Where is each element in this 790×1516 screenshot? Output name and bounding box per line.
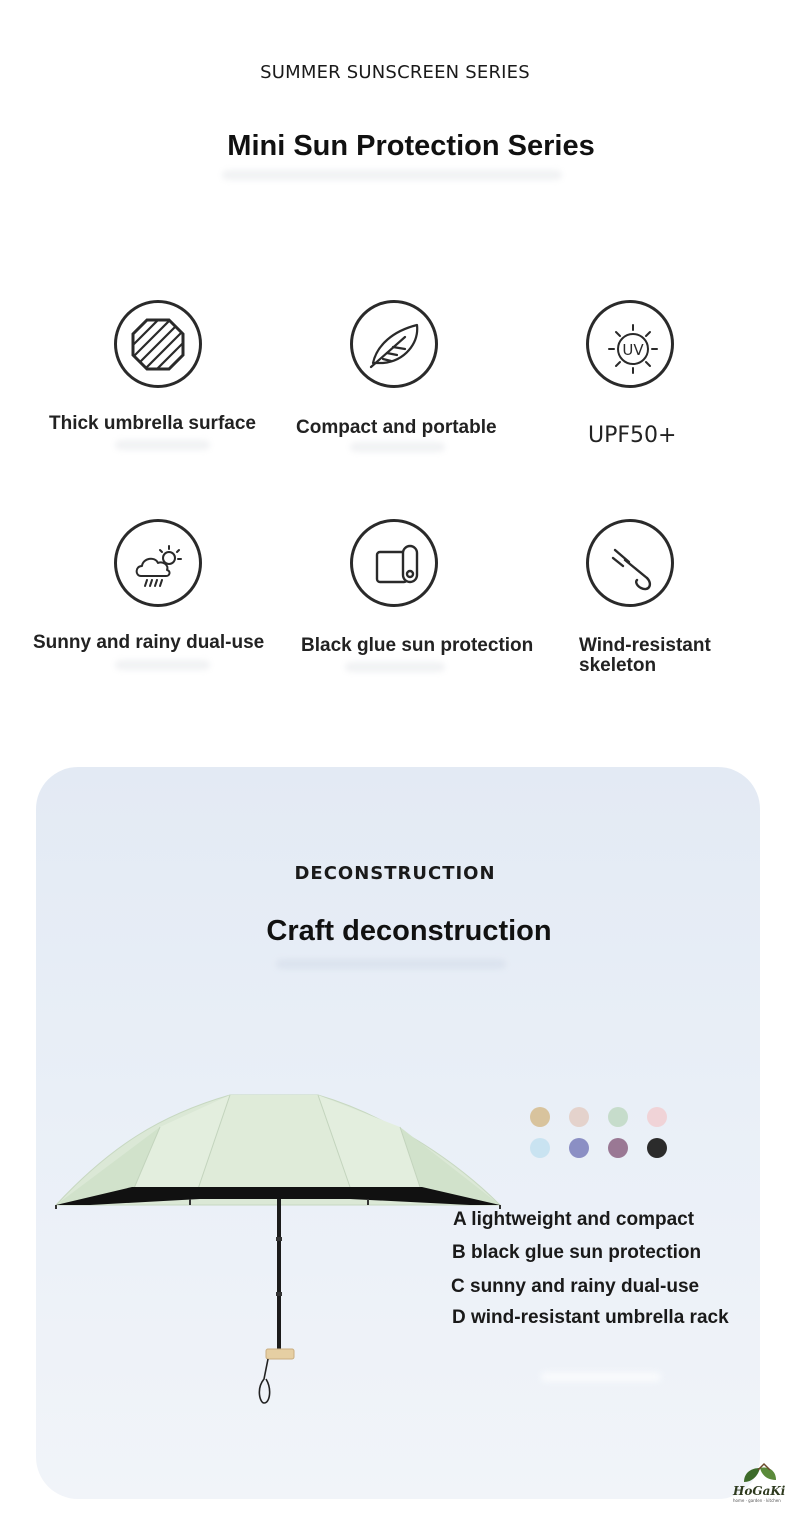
sun-cloud-rain-icon <box>114 519 202 607</box>
ghost-text-decoration <box>222 170 562 180</box>
color-swatch[interactable] <box>647 1138 667 1158</box>
color-swatch[interactable] <box>608 1107 628 1127</box>
deconstruction-title: Craft deconstruction <box>266 915 552 947</box>
color-swatch[interactable] <box>569 1138 589 1158</box>
ghost-text-decoration <box>115 660 210 670</box>
ghost-text-decoration <box>276 959 506 969</box>
feature-label: Compact and portable <box>296 417 497 438</box>
striped-octagon-icon <box>114 300 202 388</box>
ghost-text-decoration <box>541 1372 661 1382</box>
ghost-text-decoration <box>345 662 445 672</box>
svg-text:UV: UV <box>622 341 644 359</box>
color-swatch[interactable] <box>608 1138 628 1158</box>
feature-label: Thick umbrella surface <box>49 413 256 434</box>
fabric-roll-icon <box>350 519 438 607</box>
color-swatch[interactable] <box>530 1138 550 1158</box>
page-title: Mini Sun Protection Series <box>227 130 595 162</box>
color-swatch[interactable] <box>569 1107 589 1127</box>
color-swatch[interactable] <box>530 1107 550 1127</box>
deconstruction-point: B black glue sun protection <box>452 1242 702 1263</box>
feature-label: UPF50+ <box>588 423 677 448</box>
leaf-house-icon <box>740 1462 780 1486</box>
uv-sun-icon <box>586 300 674 388</box>
umbrella-illustration <box>50 1087 510 1417</box>
feature-label: Wind-resistant skeleton <box>579 635 711 676</box>
ghost-text-decoration <box>350 442 445 452</box>
deconstruction-panel <box>36 767 760 1499</box>
series-eyebrow: SUMMER SUNSCREEN SERIES <box>260 62 530 83</box>
brand-name: HoGaKi <box>733 1484 786 1498</box>
deconstruction-point: D wind-resistant umbrella rack <box>452 1307 729 1328</box>
brand-tagline: home · garden · kitchen <box>733 1498 781 1503</box>
ghost-text-decoration <box>115 440 210 450</box>
brand-logo <box>730 1462 790 1508</box>
deconstruction-point: A lightweight and compact <box>453 1209 695 1230</box>
feature-label: Black glue sun protection <box>301 635 534 656</box>
color-swatch[interactable] <box>647 1107 667 1127</box>
deconstruction-point: C sunny and rainy dual-use <box>451 1276 700 1297</box>
wind-umbrella-icon <box>586 519 674 607</box>
feature-label: Sunny and rainy dual-use <box>33 632 265 653</box>
deconstruction-eyebrow: DECONSTRUCTION <box>294 863 496 884</box>
feather-icon <box>350 300 438 388</box>
